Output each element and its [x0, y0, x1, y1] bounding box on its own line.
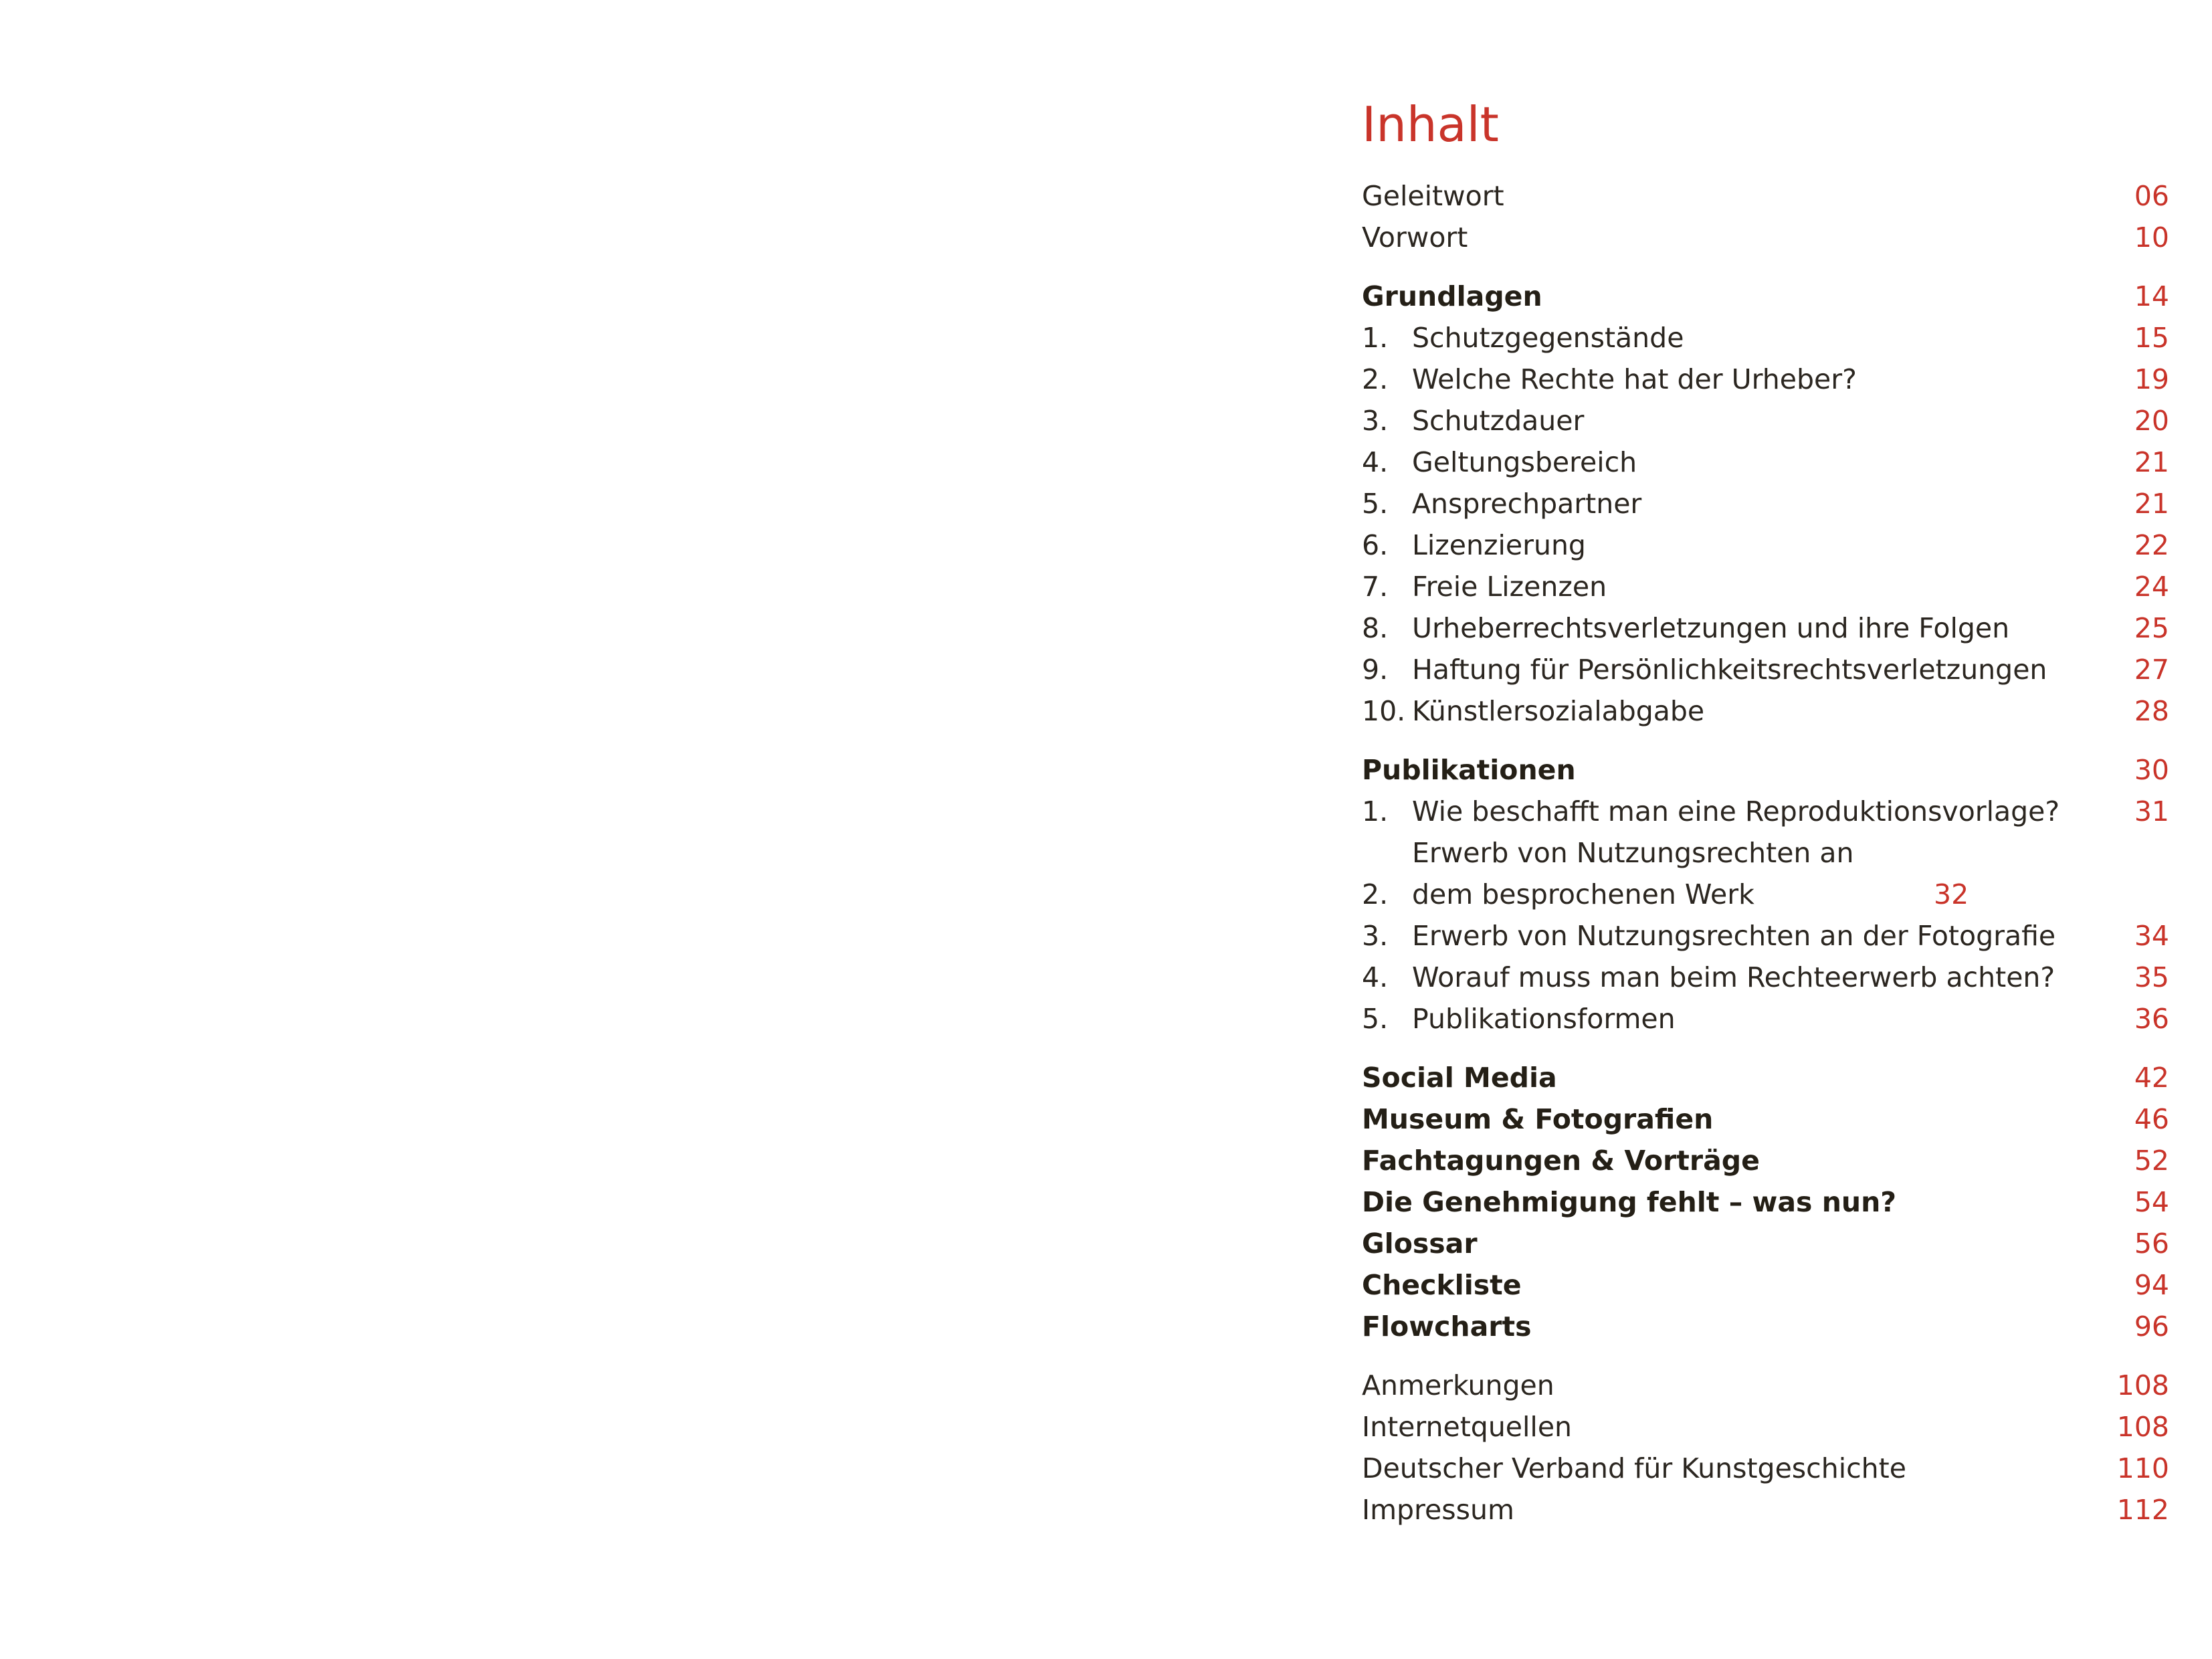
toc-entry-number: 4.: [1362, 961, 1389, 993]
toc-page-number: 27: [2134, 654, 2169, 686]
toc-entry: [1362, 791, 2169, 832]
toc-entry: [1362, 400, 2169, 442]
toc-page-number: 15: [2134, 322, 2169, 354]
toc-entry-label: Erwerb von Nutzungsrechten an dem besprochenen Werk: [1412, 837, 1854, 910]
toc-page-number: 96: [2134, 1310, 2169, 1343]
toc-entry-label: Checkliste: [1362, 1269, 1522, 1301]
toc-entry-label: Welche Rechte hat der Urheber?: [1412, 363, 1857, 395]
toc-entry: [1362, 690, 2169, 732]
toc-entry: [1362, 1489, 2169, 1531]
toc-entry-number: 3.: [1362, 405, 1389, 437]
toc-section: [1362, 1365, 2169, 1531]
toc-entry: [1362, 217, 2169, 258]
toc-entry-label: Wie beschafft man eine Reproduktionsvorlage?: [1412, 795, 2060, 827]
toc-page-number: 42: [2134, 1062, 2169, 1094]
toc-entry-label: Glossar: [1362, 1228, 1478, 1260]
toc-entry-number: 9.: [1362, 654, 1389, 686]
toc-entry-label: Erwerb von Nutzungsrechten an der Fotografie: [1412, 920, 2056, 952]
toc-page-number: 34: [2134, 920, 2169, 952]
toc-page-number: 31: [2134, 795, 2169, 827]
toc-entry-label: Grundlagen: [1362, 280, 1542, 312]
toc-entry-label: Freie Lizenzen: [1412, 571, 1607, 603]
toc-page-number: 32: [1934, 878, 1969, 910]
toc-entry-number: 5.: [1362, 488, 1389, 520]
toc-chapter-heading: [1362, 1181, 2169, 1223]
toc-entry-label: Publikationsformen: [1412, 1003, 1676, 1035]
toc-entry: [1362, 649, 2169, 690]
toc-section: [1362, 749, 2169, 1040]
toc-page-number: 21: [2134, 446, 2169, 478]
toc-entry: [1362, 317, 2169, 359]
toc-entry-label: Internetquellen: [1362, 1411, 1573, 1443]
table-of-contents: [1362, 87, 2169, 1531]
toc-page-number: 19: [2134, 363, 2169, 395]
toc-section: [1362, 1057, 2169, 1347]
toc-list: [1362, 175, 2169, 1531]
toc-section: [1362, 276, 2169, 732]
toc-entry-number: 7.: [1362, 571, 1389, 603]
toc-entry-label: Haftung für Persönlichkeitsrechtsverletzungen: [1412, 654, 2047, 686]
toc-entry-number: 5.: [1362, 1003, 1389, 1035]
toc-entry-label: Vorwort: [1362, 221, 1468, 254]
toc-page-number: 22: [2134, 529, 2169, 561]
toc-entry-label: Schutzdauer: [1412, 405, 1585, 437]
toc-page-number: 24: [2134, 571, 2169, 603]
toc-page-number: 25: [2134, 612, 2169, 644]
toc-entry: [1362, 998, 2169, 1040]
toc-entry: [1362, 957, 2169, 998]
toc-entry-number: 2.: [1362, 878, 1389, 910]
toc-entry-number: 3.: [1362, 920, 1389, 952]
toc-entry: [1362, 1448, 2169, 1489]
toc-entry-label: Fachtagungen & Vorträge: [1362, 1145, 1760, 1177]
toc-entry: [1362, 483, 2169, 524]
toc-entry-number: 1.: [1362, 322, 1389, 354]
toc-entry: [1362, 524, 2169, 566]
toc-page-number: 36: [2134, 1003, 2169, 1035]
toc-page-number: 20: [2134, 405, 2169, 437]
toc-section: [1362, 175, 2169, 258]
toc-entry-label: Urheberrechtsverletzungen und ihre Folgen: [1412, 612, 2010, 644]
toc-entry-number: 6.: [1362, 529, 1389, 561]
toc-chapter-heading: [1362, 1223, 2169, 1264]
toc-page-number: 10: [2134, 221, 2169, 254]
toc-entry-number: 2.: [1362, 363, 1389, 395]
toc-entry: [1362, 442, 2169, 483]
toc-entry-label: Die Genehmigung fehlt – was nun?: [1362, 1186, 1897, 1218]
toc-page-number: 06: [2134, 180, 2169, 212]
toc-chapter-heading: [1362, 749, 2169, 791]
toc-entry: [1362, 607, 2169, 649]
toc-page-number: 56: [2134, 1228, 2169, 1260]
toc-entry-label: Publikationen: [1362, 754, 1576, 786]
toc-page-number: 30: [2134, 754, 2169, 786]
toc-chapter-heading: [1362, 1098, 2169, 1140]
toc-entry: [1362, 175, 2169, 217]
toc-entry-label: Künstlersozialabgabe: [1412, 695, 1705, 727]
toc-page-number: 14: [2134, 280, 2169, 312]
toc-entry-label: Impressum: [1362, 1494, 1514, 1526]
toc-entry-number: 8.: [1362, 612, 1389, 644]
toc-entry: [1362, 915, 2169, 957]
toc-page-number: 52: [2134, 1145, 2169, 1177]
toc-entry-label: Geleitwort: [1362, 180, 1504, 212]
toc-entry: [1362, 1406, 2169, 1448]
toc-entry-number: 4.: [1362, 446, 1389, 478]
toc-page-number: 112: [2116, 1494, 2169, 1526]
toc-entry-label: Geltungsbereich: [1412, 446, 1637, 478]
toc-page-number: 46: [2134, 1103, 2169, 1135]
toc-chapter-heading: [1362, 1306, 2169, 1347]
toc-entry-label: Anmerkungen: [1362, 1369, 1554, 1401]
toc-chapter-heading: [1362, 1140, 2169, 1181]
toc-entry-label: Schutzgegenstände: [1412, 322, 1684, 354]
toc-entry-label: Lizenzierung: [1412, 529, 1586, 561]
toc-page-number: 21: [2134, 488, 2169, 520]
toc-chapter-heading: [1362, 1264, 2169, 1306]
toc-page-number: 94: [2134, 1269, 2169, 1301]
toc-page-number: 108: [2116, 1411, 2169, 1443]
toc-entry-label: Social Media: [1362, 1062, 1557, 1094]
toc-entry: [1362, 832, 2169, 915]
toc-entry-label: Flowcharts: [1362, 1310, 1532, 1343]
toc-entry-label: Worauf muss man beim Rechteerwerb achten?: [1412, 961, 2055, 993]
toc-page-number: 28: [2134, 695, 2169, 727]
toc-chapter-heading: [1362, 1057, 2169, 1098]
toc-chapter-heading: [1362, 276, 2169, 317]
toc-entry-number: 10.: [1362, 695, 1406, 727]
toc-page-number: 35: [2134, 961, 2169, 993]
toc-entry-label: Museum & Fotografien: [1362, 1103, 1714, 1135]
toc-entry: [1362, 566, 2169, 607]
toc-entry-label: Ansprechpartner: [1412, 488, 1642, 520]
toc-page-number: 54: [2134, 1186, 2169, 1218]
page-title: Inhalt: [1362, 96, 1499, 153]
toc-entry-number: 1.: [1362, 795, 1389, 827]
toc-entry-label: Deutscher Verband für Kunstgeschichte: [1362, 1452, 1906, 1484]
toc-page-number: 110: [2116, 1452, 2169, 1484]
toc-entry: [1362, 1365, 2169, 1406]
toc-page-number: 108: [2116, 1369, 2169, 1401]
toc-entry: [1362, 359, 2169, 400]
